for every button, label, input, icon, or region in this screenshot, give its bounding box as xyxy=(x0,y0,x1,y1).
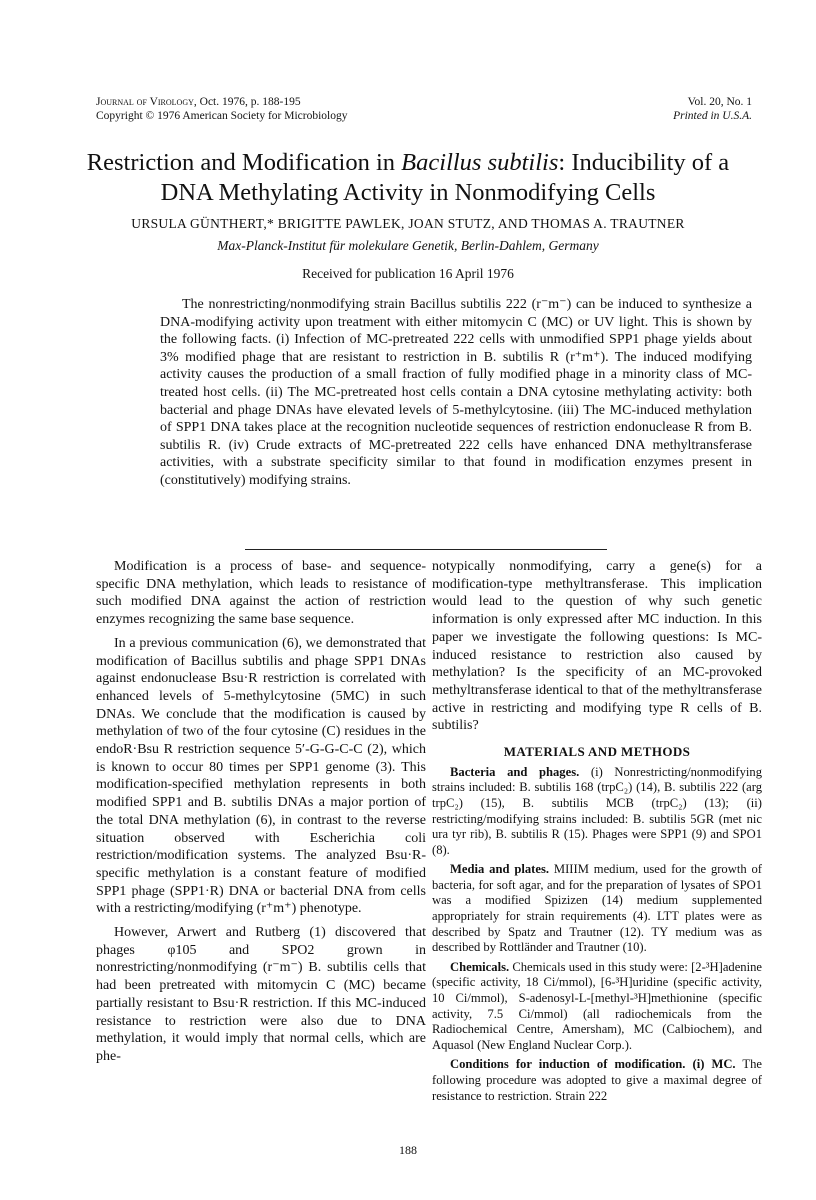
left-column xyxy=(96,558,426,1072)
copyright-line: Copyright © 1976 American Society for Microbiology xyxy=(96,110,348,122)
bacteria-heading: Bacteria and phages. xyxy=(450,764,580,779)
media-text: MIIIM medium, used for the growth of bacteria, for soft agar, and for the preparation of lysates of SPO1 was a modified Spizizen (14) medium supplemented appropriately for strain requirements (4). LTT plates were as described by Spatz and Trautner (12). TY medium was as described by Rottländer and Trautner (10). xyxy=(432,862,763,955)
running-header-left xyxy=(96,95,347,123)
article-title xyxy=(60,148,756,208)
intro-paragraph-2: In a previous communication (6), we demonstrated that modification of Bacillus subtilis and phage SPP1 DNAs against endonuclease Bsu·R restriction is correlated with enhanced levels of 5-methylcytosine (5MC) in such DNAs. We conclude that the modification is caused by methylation of two of the four cytosine (C) residues in the endoR·Bsu R restriction sequence 5′-G-G-C-C (2), which is known to occur 80 times per SPP1 genome (3). This modification-specified methylation represents in both modified SPP1 and B. subtilis DNAs a major portion of the total DNA methylation (6), in contrast to the reverse situation observed with Escherichia coli restriction/modification systems. The analyzed Bsu·R-specific methylation is a constant feature of modified SPP1 phage (SPP1·R) DNA or bacterial DNA from cells with a restricting/modifying (r⁺m⁺) phenotype. xyxy=(96,635,426,917)
abstract: The nonrestricting/nonmodifying strain Bacillus subtilis 222 (r⁻m⁻) can be induced to synthesize a DNA-modifying activity upon treatment with either mitomycin C (MC) or UV light. This is shown by the following facts. (i) Infection of MC-pretreated 222 cells with unmodified SPP1 phage yields about 3% modified phage that are resistant to restriction in B. subtilis R (r⁺m⁺). The induced modifying activity causes the production of a small fraction of fully modified phage in a minority class of MC-treated host cells. (ii) The MC-pretreated host cells contain a DNA cytosine methylating activity: both bacterial and phage DNAs have elevated levels of 5-methylcytosine. (iii) The MC-induced methylation of SPP1 DNA takes place at the recognition nucleotide sequences of restriction endonuclease R from B. subtilis R. (iv) Crude extracts of MC-pretreated 222 cells have enhanced DNA methyltransferase activities, with a substrate specificity similar to that found in modification enzymes present in (constitutively) modifying strains. xyxy=(160,297,752,488)
methods-text xyxy=(432,765,762,1104)
intro-paragraph-1: Modification is a process of base- and sequence-specific DNA methylation, which leads to resistance of such modified DNA against the action of restriction enzymes recognizing the same base sequence. xyxy=(96,559,426,628)
conditions-heading: Conditions for induction of modification. (i) MC. xyxy=(450,1057,736,1072)
title-italic: Bacillus subtilis xyxy=(401,149,559,176)
printed-in: Printed in U.S.A. xyxy=(673,110,752,122)
section-heading: MATERIALS AND METHODS xyxy=(503,744,691,760)
affiliation: Max-Planck-Institut für molekulare Genetik, Berlin-Dahlem, Germany xyxy=(217,238,599,253)
conditions-text: The following procedure was adopted to give a maximal degree of resistance to restriction. Strain 222 xyxy=(432,1057,762,1103)
title-part1: Restriction and Modification in xyxy=(86,149,402,176)
section-divider xyxy=(245,549,607,550)
methods-bacteria xyxy=(432,765,762,859)
right-column xyxy=(432,558,762,1108)
title-part2: : Inducibility of a DNA Methylating Activity in Nonmodifying Cells xyxy=(160,149,730,206)
volume-info: Vol. 20, No. 1 xyxy=(687,96,752,108)
author-list: URSULA GÜNTHERT,* BRIGITTE PAWLEK, JOAN STUTZ, AND THOMAS A. TRAUTNER xyxy=(131,216,685,231)
bacteria-text: (i) Nonrestricting/nonmodifying strains included: B. subtilis 168 (trpC₂) (14), B. subtilis 222 (arg trpC₂) (15), B. subtilis MCB (trpC₂) (13); (ii) restricting/modifying strains included: B. subtilis 5GR (met nic ura tyr rib), B. subtilis R (15). Phages were SPP1 (9) and SPO1 (8). xyxy=(432,764,762,857)
chemicals-text: Chemicals used in this study were: [2-³H]adenine (specific activity, 18 Ci/mmol), [6-³H]uridine (specific activity, 10 Ci/mmol), S-adenosyl-L-[methyl-³H]methionine (specific activity, 7.5 Ci/mmol) (all radiochemicals from the Radiochemical Centre, Amersham), MC (Calbiochem), and Aquasol (New England Nuclear Corp.). xyxy=(432,959,762,1052)
page-number: 188 xyxy=(399,1143,417,1157)
received-date: Received for publication 16 April 1976 xyxy=(302,266,514,281)
methods-chemicals xyxy=(432,960,762,1054)
journal-name: Journal of Virology xyxy=(96,96,194,108)
running-header-right xyxy=(673,95,752,123)
methods-media xyxy=(432,862,762,956)
media-heading: Media and plates. xyxy=(450,862,550,877)
chemicals-heading: Chemicals. xyxy=(450,959,510,974)
methods-conditions xyxy=(432,1057,762,1104)
issue-info: , Oct. 1976, p. 188-195 xyxy=(193,96,301,108)
intro-paragraph-3: However, Arwert and Rutberg (1) discovered that phages φ105 and SPO2 grown in nonrestricting/nonmodifying (r⁻m⁻) B. subtilis cells that had been pretreated with mitomycin C (MC) became partially resistant to Bsu·R restriction. If this MC-induced resistance to restriction were also due to DNA methylation, it would imply that normal cells, which are phe- xyxy=(96,925,426,1064)
intro-paragraph-continued: notypically nonmodifying, carry a gene(s) for a modification-type methyltransferase. This implication would lead to the question of why such genetic information is only expressed after MC induction. In this paper we investigate the following questions: Is MC-induced resistance to restriction also caused by methylation? Is the specificity of an MC-provoked methyltransferase identical to that of the methyltransferase active in restricting and modifying type R cells of B. subtilis? xyxy=(432,559,762,734)
